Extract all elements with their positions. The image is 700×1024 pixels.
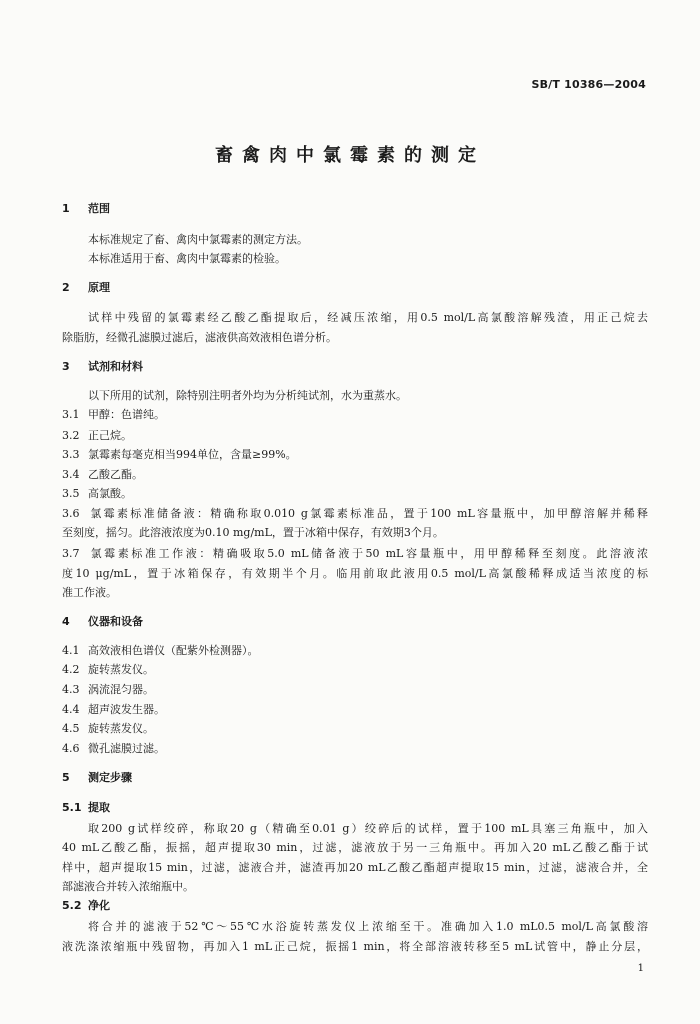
list-item-continuation: 准工作液。	[62, 586, 117, 599]
list-item: 4.1 高效液相色谱仪（配紫外检测器）。	[62, 644, 259, 657]
paragraph: 40 mL乙酸乙酯，振摇，超声提取30 min，过滤，滤液放于另一三角瓶中。再加入20 mL乙酸乙酯于试	[62, 841, 648, 854]
page-number: 1	[637, 963, 644, 974]
section-5-heading: 5 测定步骤	[62, 771, 132, 784]
list-item: 3.4 乙酸乙酯。	[62, 468, 143, 481]
list-item: 4.6 微孔滤膜过滤。	[62, 742, 165, 755]
section-2-heading: 2 原理	[62, 281, 110, 294]
paragraph: 液洗涤浓缩瓶中残留物，再加入1 mL正己烷，振摇1 min，将全部溶液转移至5 mL试管中，静止分层，	[62, 940, 648, 953]
list-item: 3.2 正己烷。	[62, 429, 132, 442]
subsection-5-1-heading: 5.1 提取	[62, 801, 110, 814]
document-title: 畜禽肉中氯霉素的测定	[215, 145, 485, 166]
paragraph: 样中，超声提取15 min，过滤，滤液合并，滤渣再加20 mL乙酸乙酯超声提取15 min，过滤，滤液合并，全	[62, 861, 648, 874]
list-item: 4.3 涡流混匀器。	[62, 683, 154, 696]
paragraph: 以下所用的试剂，除特别注明者外均为分析纯试剂，水为重蒸水。	[88, 389, 407, 402]
standard-code: SB/T 10386—2004	[531, 78, 646, 91]
list-item: 4.5 旋转蒸发仪。	[62, 722, 154, 735]
paragraph: 试样中残留的氯霉素经乙酸乙酯提取后，经减压浓缩，用0.5 mol/L高氯酸溶解残渣，用正己烷去	[88, 311, 648, 324]
paragraph: 取200 g试样绞碎，称取20 g（精确至0.01 g）绞碎后的试样，置于100 mL具塞三角瓶中，加入	[88, 822, 648, 835]
paragraph: 本标准规定了畜、禽肉中氯霉素的测定方法。	[88, 233, 308, 246]
list-item-continuation: 至刻度，摇匀。此溶液浓度为0.10 mg/mL，置于冰箱中保存，有效期3个月。	[62, 526, 444, 539]
section-3-heading: 3 试剂和材料	[62, 360, 143, 373]
paragraph: 将合并的滤液于52℃～55℃水浴旋转蒸发仪上浓缩至干。准确加入1.0 mL0.5 mol/L高氯酸溶	[88, 920, 648, 933]
paragraph: 部滤液合并转入浓缩瓶中。	[62, 880, 194, 893]
section-4-heading: 4 仪器和设备	[62, 615, 143, 628]
subsection-5-2-heading: 5.2 净化	[62, 899, 110, 912]
list-item: 3.5 高氯酸。	[62, 487, 132, 500]
list-item: 4.2 旋转蒸发仪。	[62, 663, 154, 676]
paragraph: 除脂肪，经微孔滤膜过滤后，滤液供高效液相色谱分析。	[62, 331, 337, 344]
list-item: 3.3 氯霉素每毫克相当994单位，含量≥99%。	[62, 448, 297, 461]
list-item: 4.4 超声波发生器。	[62, 703, 165, 716]
paragraph: 本标准适用于畜、禽肉中氯霉素的检验。	[88, 252, 286, 265]
list-item: 3.1 甲醇：色谱纯。	[62, 408, 165, 421]
list-item: 3.7 氯霉素标准工作液：精确吸取5.0 mL储备液于50 mL容量瓶中，用甲醇稀释至刻度。此溶液浓	[62, 547, 648, 560]
list-item: 3.6 氯霉素标准储备液：精确称取0.010 g氯霉素标准品，置于100 mL容量瓶中，加甲醇溶解并稀释	[62, 507, 648, 520]
section-1-heading: 1 范围	[62, 202, 110, 215]
list-item-continuation: 度10 μg/mL，置于冰箱保存，有效期半个月。临用前取此液用0.5 mol/L高氯酸稀释成适当浓度的标	[62, 567, 648, 580]
